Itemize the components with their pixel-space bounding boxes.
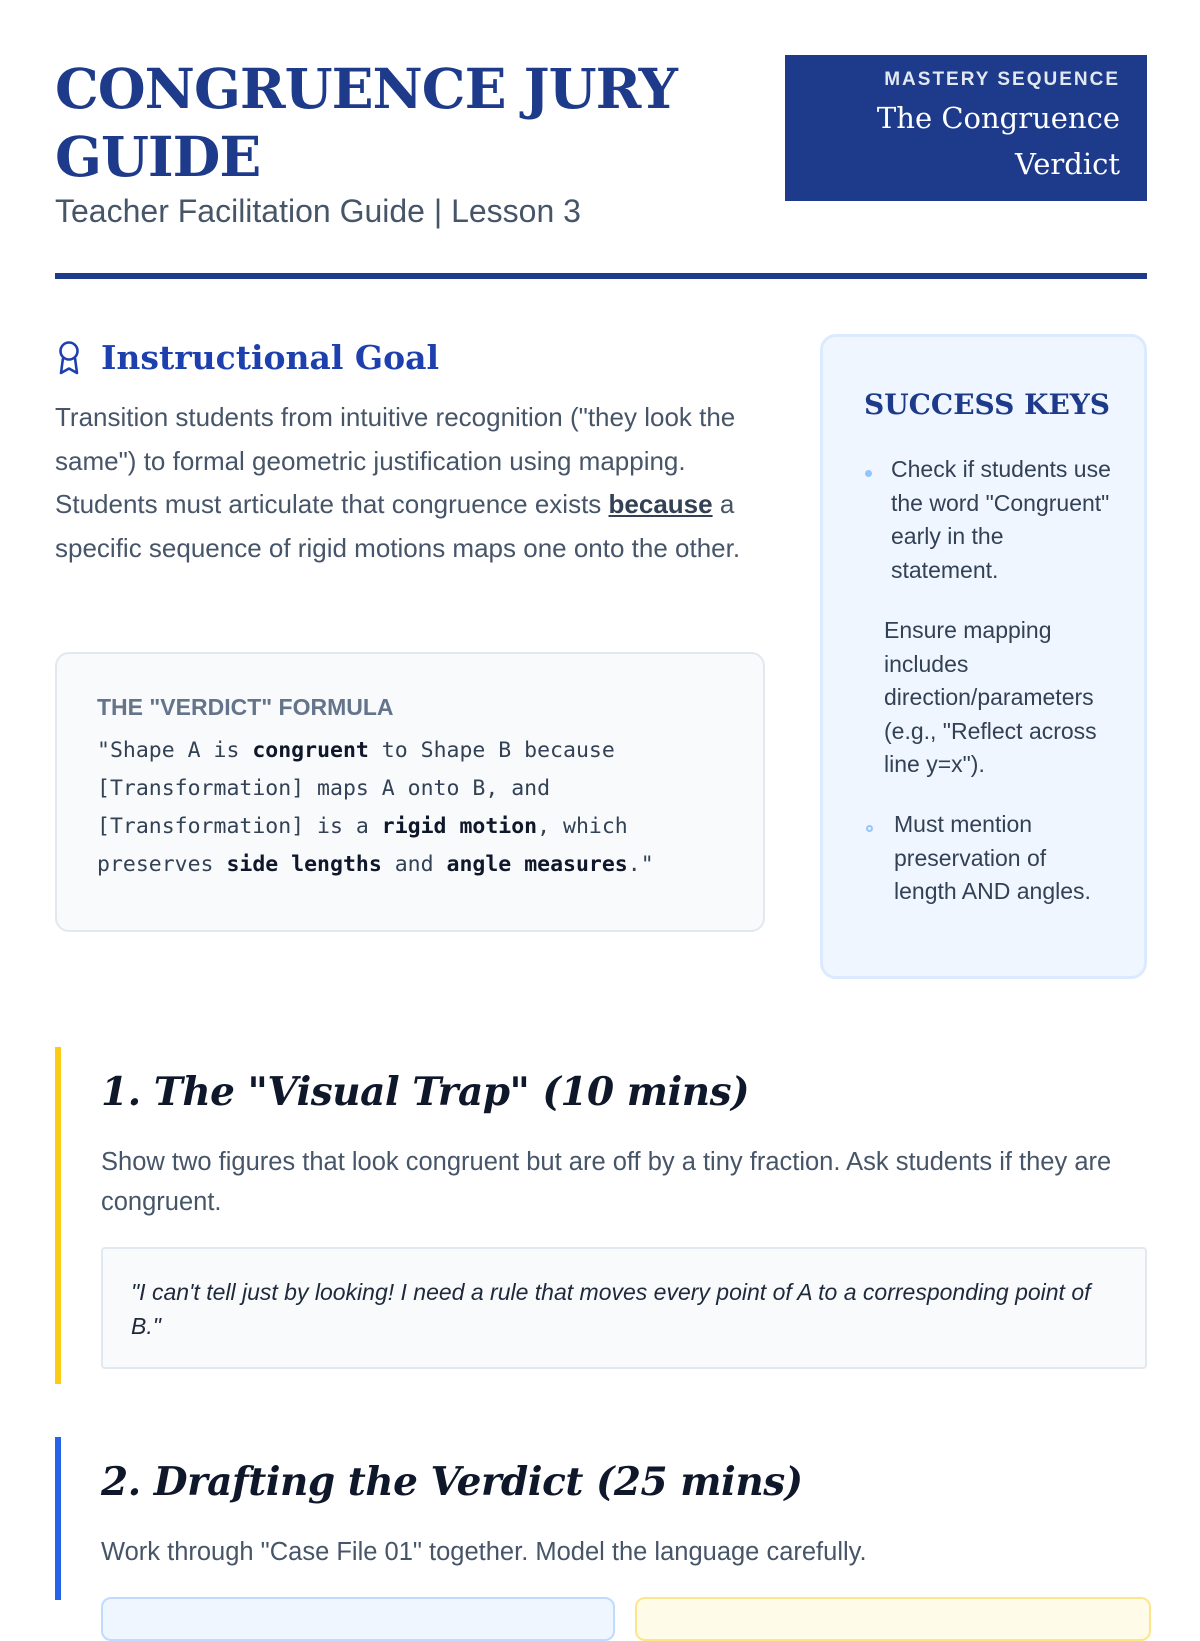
bullet-circle-icon <box>866 825 873 832</box>
section-drafting-verdict <box>55 1437 1147 1600</box>
formula-text <box>97 732 723 884</box>
section-title: 1. The "Visual Trap" (10 mins) <box>101 1069 750 1115</box>
formula-part: "Shape A is <box>97 738 253 763</box>
formula-term: side lengths <box>226 852 382 877</box>
student-quote: "I can't tell just by looking! I need a rule that moves every point of A to a corresponding point of B." <box>101 1247 1147 1369</box>
goal-description <box>55 396 775 570</box>
section-accent-bar <box>55 1047 61 1384</box>
page-subtitle: Teacher Facilitation Guide | Lesson 3 <box>55 193 581 229</box>
section-body: Work through "Case File 01" together. Model the language carefully. <box>101 1538 867 1566</box>
goal-text-emphasis: because <box>608 489 713 519</box>
success-key-item: Check if students use the word "Congruent" early in the statement. <box>891 456 1111 583</box>
formula-term: congruent <box>252 738 369 763</box>
formula-part: ." <box>627 852 654 877</box>
formula-term: rigid motion <box>381 814 538 839</box>
goal-text-end: a specific sequence of rigid motions maps one onto the other. <box>55 489 741 563</box>
formula-term: angle measures <box>446 852 628 877</box>
verdict-formula-box <box>55 652 765 932</box>
badge-title: The Congruence Verdict <box>876 101 1120 181</box>
case-card-yellow <box>635 1597 1151 1641</box>
case-card-blue <box>101 1597 615 1641</box>
page-title: CONGRUENCE JURY GUIDE <box>55 56 677 189</box>
success-keys-title: SUCCESS KEYS <box>864 388 1111 421</box>
formula-part: , which preserves <box>97 814 628 877</box>
bullet-dot-icon <box>865 470 872 477</box>
header-divider <box>55 273 1147 279</box>
success-keys-panel <box>820 334 1147 979</box>
sequence-badge <box>785 55 1147 201</box>
badge-kicker: MASTERY SEQUENCE <box>884 69 1120 90</box>
formula-part: to Shape B because [Transformation] maps A onto B, and [Transformation] is a <box>97 738 615 839</box>
section-accent-bar <box>55 1437 61 1600</box>
success-key-item: Ensure mapping includes direction/parameters (e.g., "Reflect across line y=x"). <box>884 617 1097 777</box>
formula-label: THE "VERDICT" FORMULA <box>97 694 394 720</box>
goal-heading <box>55 336 439 380</box>
section-body: Show two figures that look congruent but are off by a tiny fraction. Ask students if they are congruent. <box>101 1148 1112 1216</box>
section-title: 2. Drafting the Verdict (25 mins) <box>101 1459 803 1505</box>
goal-title: Instructional Goal <box>101 338 440 377</box>
section-visual-trap <box>55 1047 1147 1384</box>
award-icon <box>55 340 83 376</box>
success-key-item: Must mention preservation of length AND angles. <box>894 811 1091 904</box>
goal-text-start: Transition students from intuitive recognition ("they look the same") to formal geometric justification using mapping. Students must articulate that congruence exists <box>55 402 736 519</box>
formula-part: and <box>381 852 447 877</box>
